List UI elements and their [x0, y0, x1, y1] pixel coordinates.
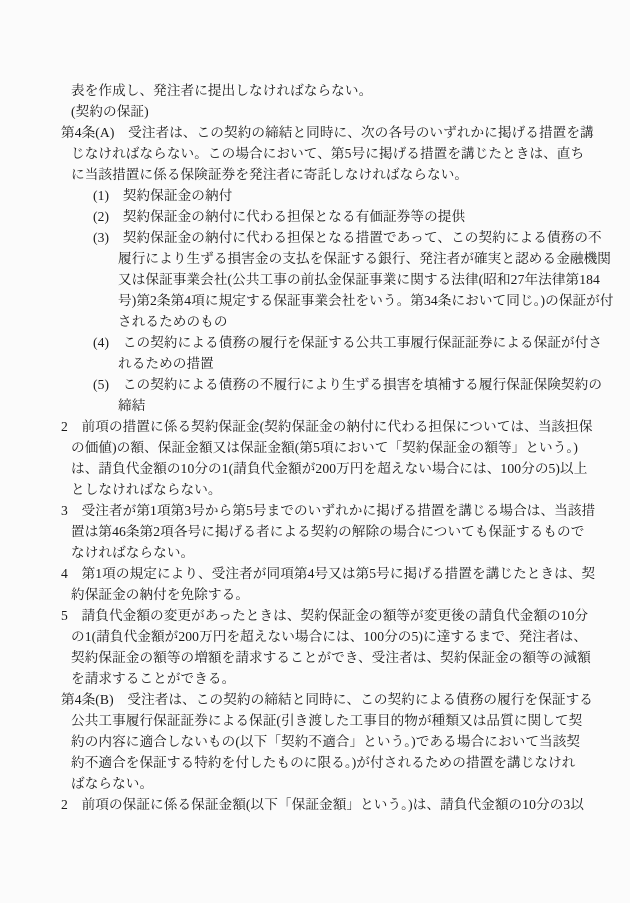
document-text-block	[0, 80, 630, 815]
document-line-paragraph: 2 前項の保証に係る保証金額(以下「保証金額」という。)は、請負代金額の10分の3以	[61, 797, 585, 812]
document-line-continuation: 公共工事履行保証証券による保証(引き渡した工事目的物が種類又は品質に関して契	[71, 713, 583, 728]
document-line-item-continuation: 締結	[118, 398, 146, 413]
document-line-item-continuation: 履行により生ずる損害金の支払を保証する銀行、発注者が確実と認める金融機関	[118, 251, 611, 266]
document-line-continuation: の1(請負代金額が200万円を超えない場合には、100分の5)に達するまで、発注者は、	[71, 629, 588, 644]
document-line-continuation: 約不適合を保証する特約を付したものに限る。)が付されるための措置を講じなけれ	[71, 755, 576, 770]
document-line-item: (1) 契約保証金の納付	[93, 188, 233, 203]
document-line-heading: (契約の保証)	[71, 104, 149, 119]
document-line-continuation: 契約保証金の額等の増額を請求することができ、受注者は、契約保証金の額等の減額	[71, 650, 591, 665]
document-line-continuation: じなければならない。この場合において、第5号に掲げる措置を講じたときは、直ち	[71, 146, 585, 161]
document-line-article: 第4条(A) 受注者は、この契約の締結と同時に、次の各号のいずれかに掲げる措置を講	[61, 125, 594, 140]
document-line-paragraph: 3 受注者が第1項第3号から第5号までのいずれかに掲げる措置を講じる場合は、当該措	[61, 503, 596, 518]
document-line-paragraph: 4 第1項の規定により、受注者が同項第4号又は第5号に掲げる措置を講じたときは、契	[61, 566, 596, 581]
document-line-continuation: としなければならない。	[71, 482, 222, 497]
document-line-article: 第4条(B) 受注者は、この契約の締結と同時に、この契約による債務の履行を保証する	[61, 692, 593, 707]
document-line-continuation: ばならない。	[71, 776, 154, 791]
document-line-continuation: 約の内容に適合しないもの(以下「契約不適合」という。)である場合において当該契	[71, 734, 581, 749]
document-line-item: (2) 契約保証金の納付に代わる担保となる有価証券等の提供	[93, 209, 466, 224]
document-line-item-continuation: されるためのもの	[118, 314, 228, 329]
document-line-paragraph: 2 前項の措置に係る契約保証金(契約保証金の納付に代わる担保については、当該担保	[61, 419, 593, 434]
document-line-item-continuation: 号)第2条第4項に規定する保証事業会社をいう。第34条において同じ。)の保証が付	[118, 293, 614, 308]
document-line-item-continuation: 又は保証事業会社(公共工事の前払金保証事業に関する法律(昭和27年法律第184	[118, 272, 600, 287]
document-line-continuation: を請求することができる。	[71, 671, 236, 686]
document-line-continuation: 表を作成し、発注者に提出しなければならない。	[71, 83, 373, 98]
document-line-continuation: 約保証金の納付を免除する。	[71, 587, 250, 602]
document-line-continuation: なければならない。	[71, 545, 195, 560]
document-line-item: (5) この契約による債務の不履行により生ずる損害を填補する履行保証保険契約の	[93, 377, 603, 392]
document-line-item: (4) この契約による債務の履行を保証する公共工事履行保証証券による保証が付さ	[93, 335, 603, 350]
document-line-continuation: の価値)の額、保証金額又は保証金額(第5項において「契約保証金の額等」という。)	[71, 440, 578, 455]
document-line-item: (3) 契約保証金の納付に代わる担保となる措置であって、この契約による債務の不	[93, 230, 602, 245]
document-line-continuation: は、請負代金額の10分の1(請負代金額が200万円を超えない場合には、100分の5)以上	[71, 461, 588, 476]
document-line-paragraph: 5 請負代金額の変更があったときは、契約保証金の額等が変更後の請負代金額の10分	[61, 608, 589, 623]
document-line-continuation: に当該措置に係る保険証券を発注者に寄託しなければならない。	[71, 167, 469, 182]
document-line-continuation: 置は第46条第2項各号に掲げる者による契約の解除の場合についても保証するもので	[71, 524, 585, 539]
document-line-item-continuation: れるための措置	[118, 356, 214, 371]
